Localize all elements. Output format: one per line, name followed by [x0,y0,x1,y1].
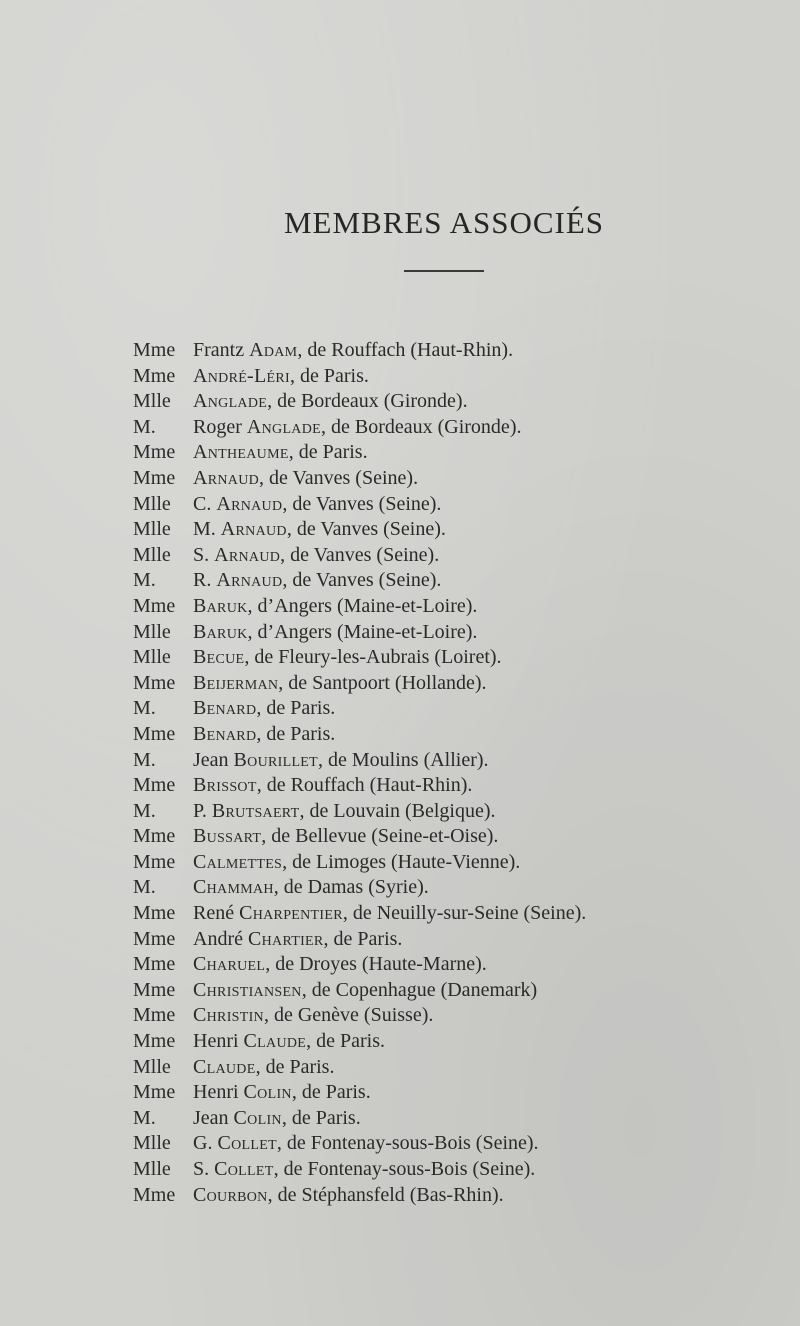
member-honorific: Mlle [133,543,171,566]
member-surname: Bourillet [233,748,319,771]
member-location: , de Vanves (Seine). [282,569,442,592]
member-surname: Adam [249,339,298,361]
member-location: , d’Angers (Maine-et-Loire). [247,594,478,617]
member-surname: Charuel [193,953,266,976]
member-text [193,927,402,953]
member-given-name: René [193,902,240,925]
member-location: , de Vanves (Seine). [286,518,446,541]
member-given-name: M. [193,518,221,541]
member-honorific: M. [133,697,156,720]
member-text [193,799,496,825]
member-location: , de Fontenay-sous-Bois (Seine). [276,1132,539,1155]
member-given-name: R. [193,569,217,592]
member-location: , de Paris. [255,1055,335,1078]
member-text [193,952,487,978]
member-honorific: Mme [133,978,176,1001]
member-location: , de Paris. [256,722,336,745]
member-text [193,1183,504,1209]
member-surname: Antheaume [193,441,289,464]
member-honorific: Mme [133,1030,176,1053]
member-given-name: C. [193,492,217,515]
member-text [193,517,446,543]
member-location: , de Bellevue (Seine-et-Oise). [261,825,499,848]
member-location: , de Paris. [288,441,368,464]
member-text [193,748,489,774]
member-surname: Christiansen [193,978,302,1001]
member-location: , de Fleury-les-Aubrais (Loiret). [244,646,502,669]
member-location: , d’Angers (Maine-et-Loire). [247,620,478,643]
member-given-name: Jean [193,748,234,771]
member-location: , de Rouffach (Haut-Rhin). [297,339,514,361]
member-surname: Calmettes [193,850,283,873]
member-text [193,850,520,876]
member-honorific: Mlle [133,518,171,541]
member-text [193,440,368,466]
member-honorific: Mme [133,850,176,873]
member-text [193,1106,361,1132]
member-honorific: Mlle [133,492,171,515]
member-honorific: Mme [133,441,176,464]
member-text [193,1131,539,1157]
member-surname: Arnaud [216,569,283,592]
member-surname: Christin [193,1004,264,1027]
member-honorific: M. [133,876,156,899]
member-surname: Claude [243,1030,307,1053]
member-surname: Anglade [193,390,268,413]
member-honorific: Mme [133,927,176,950]
member-given-name: G. [193,1132,218,1155]
member-honorific: Mme [133,1004,176,1027]
member-surname: Colin [233,1106,282,1129]
member-location: , de Vanves (Seine). [282,492,442,515]
member-surname: Baruk [193,594,248,617]
member-location: , de Stéphansfeld (Bas-Rhin). [267,1183,504,1206]
member-location: , de Paris. [323,927,403,950]
member-honorific: Mme [133,825,176,848]
member-honorific: Mlle [133,646,171,669]
member-location: , de Paris. [306,1030,386,1053]
member-text [193,543,439,569]
member-text [193,671,487,697]
member-surname: Beijerman [193,671,279,694]
member-location: , de Damas (Syrie). [273,876,429,899]
member-location: , de Paris. [289,364,369,387]
member-honorific: Mme [133,339,176,361]
member-surname: Chartier [247,927,324,950]
member-honorific: M. [133,748,156,771]
page-title: MEMBRES ASSOCIÉS [283,205,605,240]
member-location: , de Moulins (Allier). [318,748,489,771]
member-surname: Baruk [193,620,248,643]
member-given-name: P. [193,799,212,822]
member-surname: André-Léri [193,364,290,387]
member-text [193,389,468,415]
title-divider [404,270,484,272]
member-location: , de Paris. [291,1081,371,1104]
member-given-name: Jean [193,1106,234,1129]
member-text [193,594,477,620]
member-surname: Charpentier [239,902,343,925]
member-location: , de Vanves (Seine). [259,466,419,489]
member-location: , de Fontenay-sous-Bois (Seine). [273,1158,536,1180]
member-text [193,773,472,799]
member-given-name: Roger [193,415,247,438]
member-surname: Claude [193,1055,256,1078]
member-text [193,696,335,722]
member-given-name: S. [193,543,215,566]
member-honorific: Mme [133,1183,176,1206]
member-text [193,620,477,646]
member-text [193,875,429,901]
member-text [193,415,521,441]
member-honorific: M. [133,1106,156,1129]
member-honorific: Mme [133,722,176,745]
member-location: , de Genève (Suisse). [263,1004,434,1027]
member-text [193,568,441,594]
member-text [193,1080,371,1106]
member-surname: Collet [217,1132,277,1155]
member-surname: Colin [243,1081,292,1104]
member-surname: Collet [214,1158,274,1180]
member-text [193,978,537,1004]
member-surname: Chammah [193,876,274,899]
member-surname: Courbon [193,1183,268,1206]
member-text [193,1029,385,1055]
member-text [193,1055,334,1081]
member-text [193,1003,433,1029]
member-given-name: Henri [193,1081,244,1104]
member-honorific: Mme [133,671,176,694]
member-text [193,492,441,518]
member-honorific: Mlle [133,620,171,643]
member-given-name: S. [193,1158,215,1180]
member-location: , de Neuilly-sur-Seine (Seine). [342,902,587,925]
member-honorific: Mme [133,953,176,976]
member-given-name: Frantz [193,339,250,361]
member-honorific: Mlle [133,1158,171,1180]
member-location: , de Limoges (Haute-Vienne). [282,850,521,873]
member-surname: Benard [193,722,257,745]
member-honorific: M. [133,415,156,438]
member-text [193,1157,535,1183]
member-surname: Brissot [193,774,257,797]
member-location: , de Droyes (Haute-Marne). [265,953,487,976]
member-surname: Arnaud [214,543,281,566]
member-given-name: Henri [193,1030,244,1053]
member-honorific: Mme [133,1081,176,1104]
member-location: , de Paris. [281,1106,361,1129]
member-location: , de Copenhague (Danemark) [301,978,538,1001]
member-text [193,466,418,492]
member-location: , de Bordeaux (Gironde). [267,390,468,413]
member-text [193,645,502,671]
member-text [193,722,335,748]
member-surname: Brutsaert [211,799,300,822]
member-honorific: Mme [133,902,176,925]
member-text [193,364,369,390]
member-surname: Becue [193,646,245,669]
member-location: , de Louvain (Belgique). [299,799,496,822]
member-honorific: M. [133,569,156,592]
member-location: , de Paris. [256,697,336,720]
member-text [193,338,513,364]
member-text [193,824,498,850]
member-surname: Arnaud [193,466,260,489]
member-location: , de Rouffach (Haut-Rhin). [256,774,473,797]
member-honorific: Mlle [133,1055,171,1078]
member-surname: Arnaud [216,492,283,515]
member-honorific: Mlle [133,1132,171,1155]
member-honorific: M. [133,799,156,822]
member-honorific: Mme [133,364,176,387]
member-surname: Bussart [193,825,262,848]
member-honorific: Mlle [133,390,171,413]
member-surname: Benard [193,697,257,720]
member-location: , de Vanves (Seine). [280,543,440,566]
member-text [193,901,586,927]
member-honorific: Mme [133,594,176,617]
member-given-name: André [193,927,248,950]
member-location: , de Santpoort (Hollande). [278,671,487,694]
member-surname: Anglade [246,415,321,438]
member-honorific: Mme [133,774,176,797]
member-honorific: Mme [133,466,176,489]
member-surname: Arnaud [220,518,287,541]
member-location: , de Bordeaux (Gironde). [320,415,522,438]
